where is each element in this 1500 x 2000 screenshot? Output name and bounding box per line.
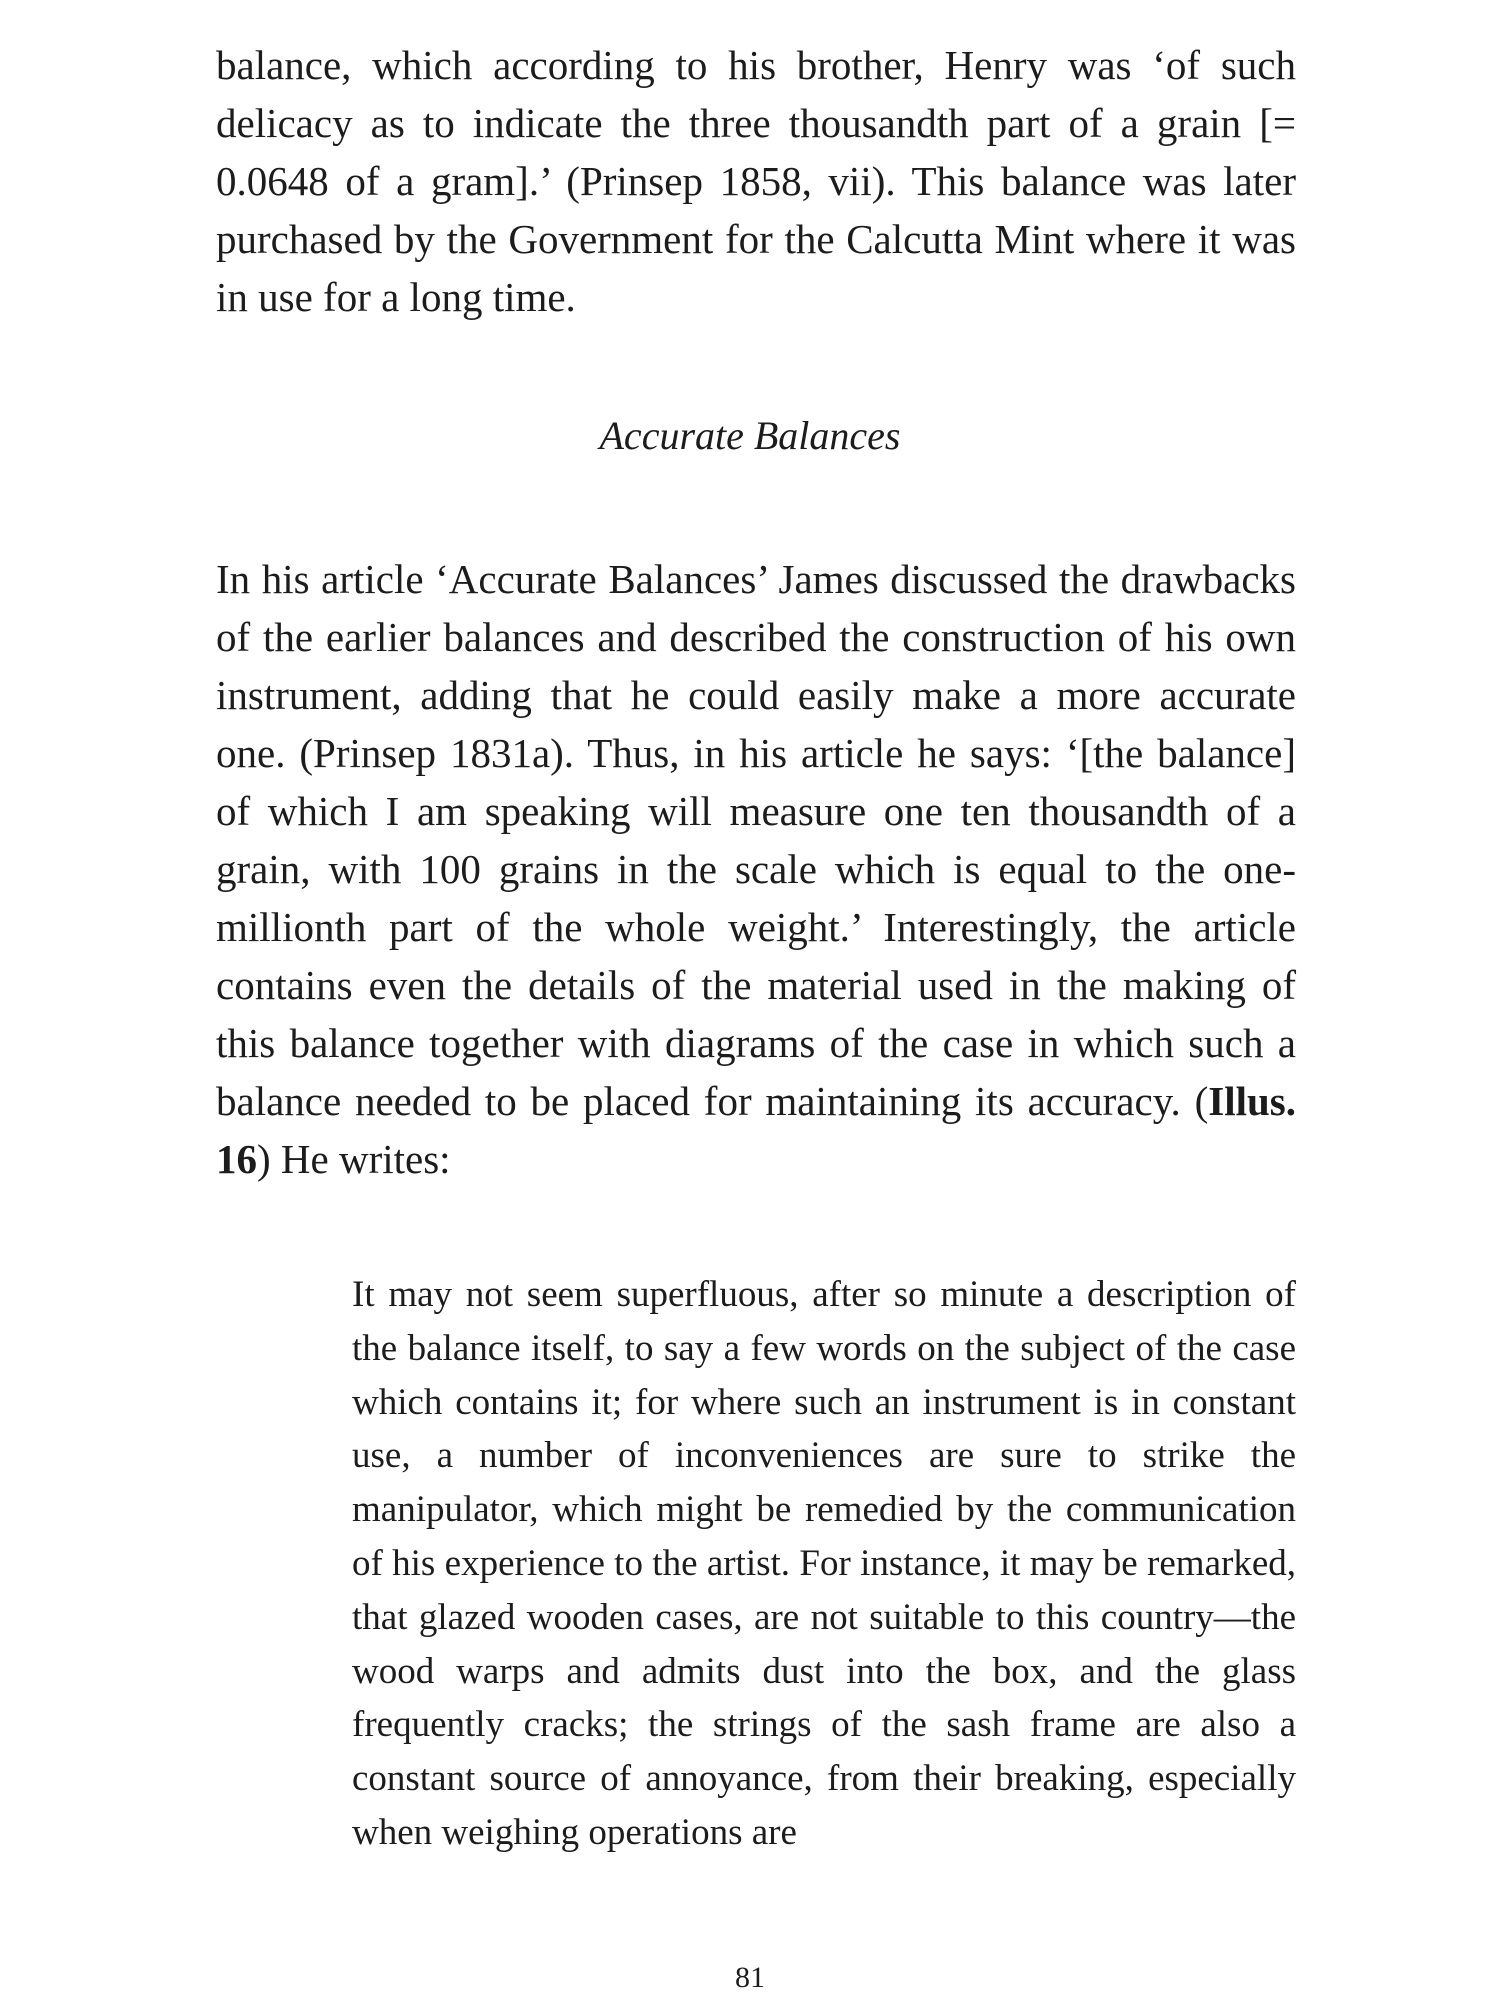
section-heading: Accurate Balances — [599, 413, 901, 458]
block-quote: It may not seem superfluous, after so minute a description of the balance itself, to say a few words on the subject of the case which contains it; for where such an instrument is in constant use, a number of inconveniences are sure to strike the manipulator, which might be remedied by the communication of his experience to the artist. For instance, it may be remarked, that glazed wooden cases, are not suitable to this country—the wood warps and admits dust into the box, and the glass frequently cracks; the strings of the sash frame are also a constant source of annoyance, from their breaking, especially when weighing operations are — [352, 1274, 1296, 1853]
paragraph-main-tail: ) He writes: — [257, 1136, 451, 1182]
illustration-reference: Illus. 16 — [216, 1078, 1296, 1182]
paragraph-top: balance, which according to his brother, Henry was ‘of such delicacy as to indicate the three thousandth part of a grain [= 0.0648 of a gram].’ (Prinsep 1858, vii). This balance was later purchased by the Government for the Calcutta Mint where it was in use for a long time. — [216, 42, 1296, 320]
paragraph-main — [216, 550, 1296, 1188]
paragraph-main-text: In his article ‘Accurate Balances’ James discussed the drawbacks of the earlier balances and described the construction of his own instrument, adding that he could easily make a more accurate one. (Prinsep 1831a). Thus, in his article he says: ‘[the balance] of which I am speaking will measure one ten thousandth of a grain, with 100 grains in the scale which is equal to the one-millionth part of the whole weight.’ Interestingly, the article contains even the details of the material used in the making of this balance together with diagrams of the case in which such a balance needed to be placed for maintaining its accuracy. ( — [216, 556, 1296, 1124]
page-number: 81 — [735, 1961, 765, 1994]
